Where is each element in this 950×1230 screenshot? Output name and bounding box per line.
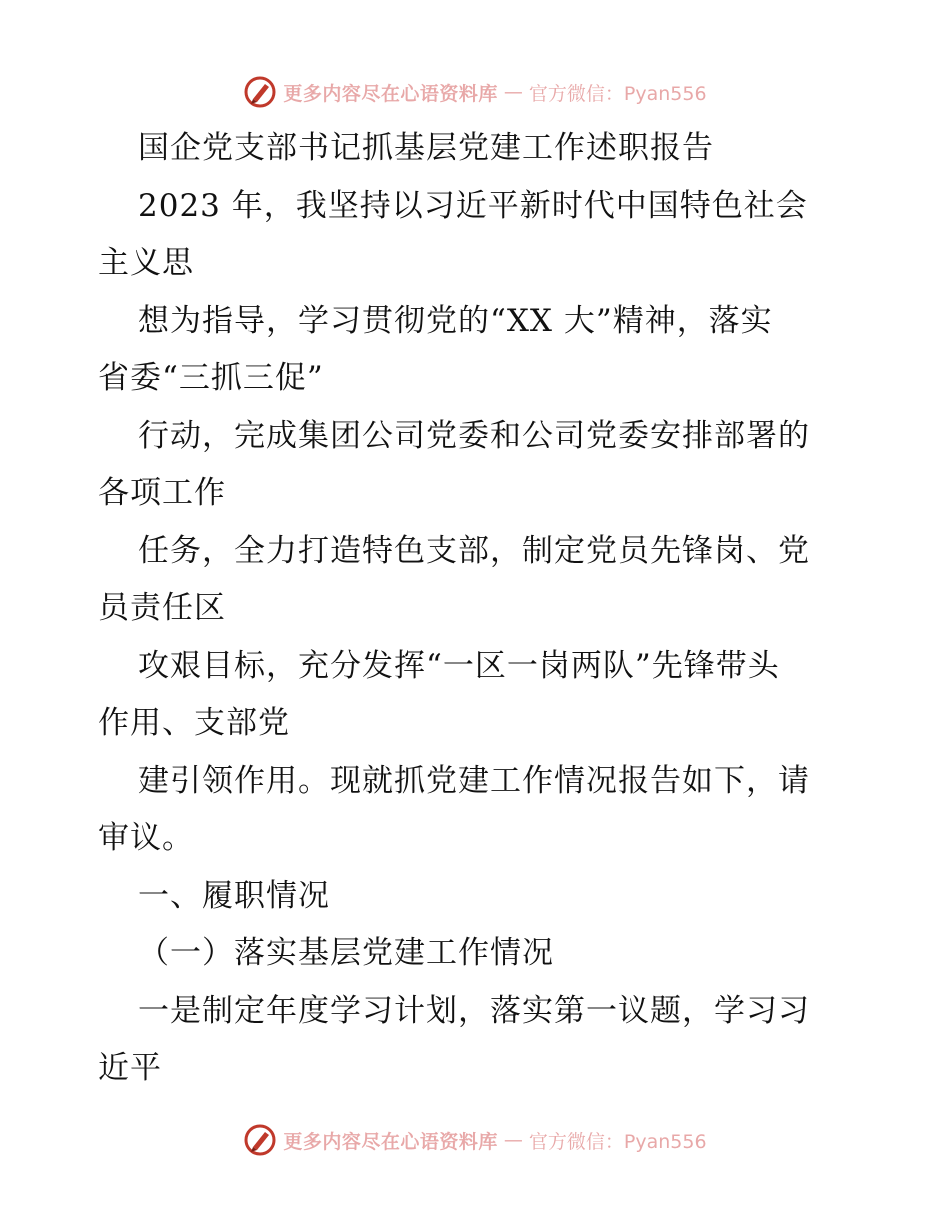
document-body	[98, 120, 868, 1098]
paragraph-line: 员责任区	[98, 590, 226, 626]
paragraph-line: 建引领作用。现就抓党建工作情况报告如下，请	[138, 762, 810, 799]
paragraph-line: 作用、支部党	[98, 705, 290, 741]
watermark-main-text: 更多内容尽在心语资料库	[283, 82, 498, 105]
paragraph-line: 主义思	[98, 245, 194, 281]
subsection-heading: （一）落实基层党建工作情况	[138, 935, 554, 971]
watermark-dash: —	[503, 81, 523, 103]
document-title: 国企党支部书记抓基层党建工作述职报告	[138, 130, 714, 166]
paragraph-line: 各项工作	[98, 475, 226, 511]
pen-logo-icon	[243, 1123, 277, 1157]
paragraph-line: 任务，全力打造特色支部，制定党员先锋岗、党	[138, 532, 810, 569]
header-watermark	[0, 72, 950, 112]
paragraph-line: 一是制定年度学习计划，落实第一议题，学习习	[138, 992, 810, 1029]
paragraph-line: 行动，完成集团公司党委和公司党委安排部署的	[138, 417, 810, 454]
pen-logo-icon	[243, 75, 277, 109]
section-heading: 一、履职情况	[138, 877, 330, 914]
footer-watermark	[0, 1120, 950, 1160]
watermark-main-text: 更多内容尽在心语资料库	[283, 1130, 498, 1153]
paragraph-line: 审议。	[98, 820, 194, 856]
watermark-sub-text: 官方微信：Pyan556	[528, 82, 707, 105]
paragraph-line: 2023 年，我坚持以习近平新时代中国特色社会	[138, 187, 808, 224]
paragraph-line: 近平	[98, 1050, 162, 1086]
paragraph-line: 想为指导，学习贯彻党的“XX 大”精神，落实	[138, 302, 773, 339]
paragraph-line: 省委“三抓三促”	[98, 360, 324, 396]
watermark-sub-text: 官方微信：Pyan556	[528, 1130, 707, 1153]
paragraph-line: 攻艰目标，充分发挥“一区一岗两队”先锋带头	[138, 647, 780, 684]
watermark-dash: —	[503, 1129, 523, 1151]
